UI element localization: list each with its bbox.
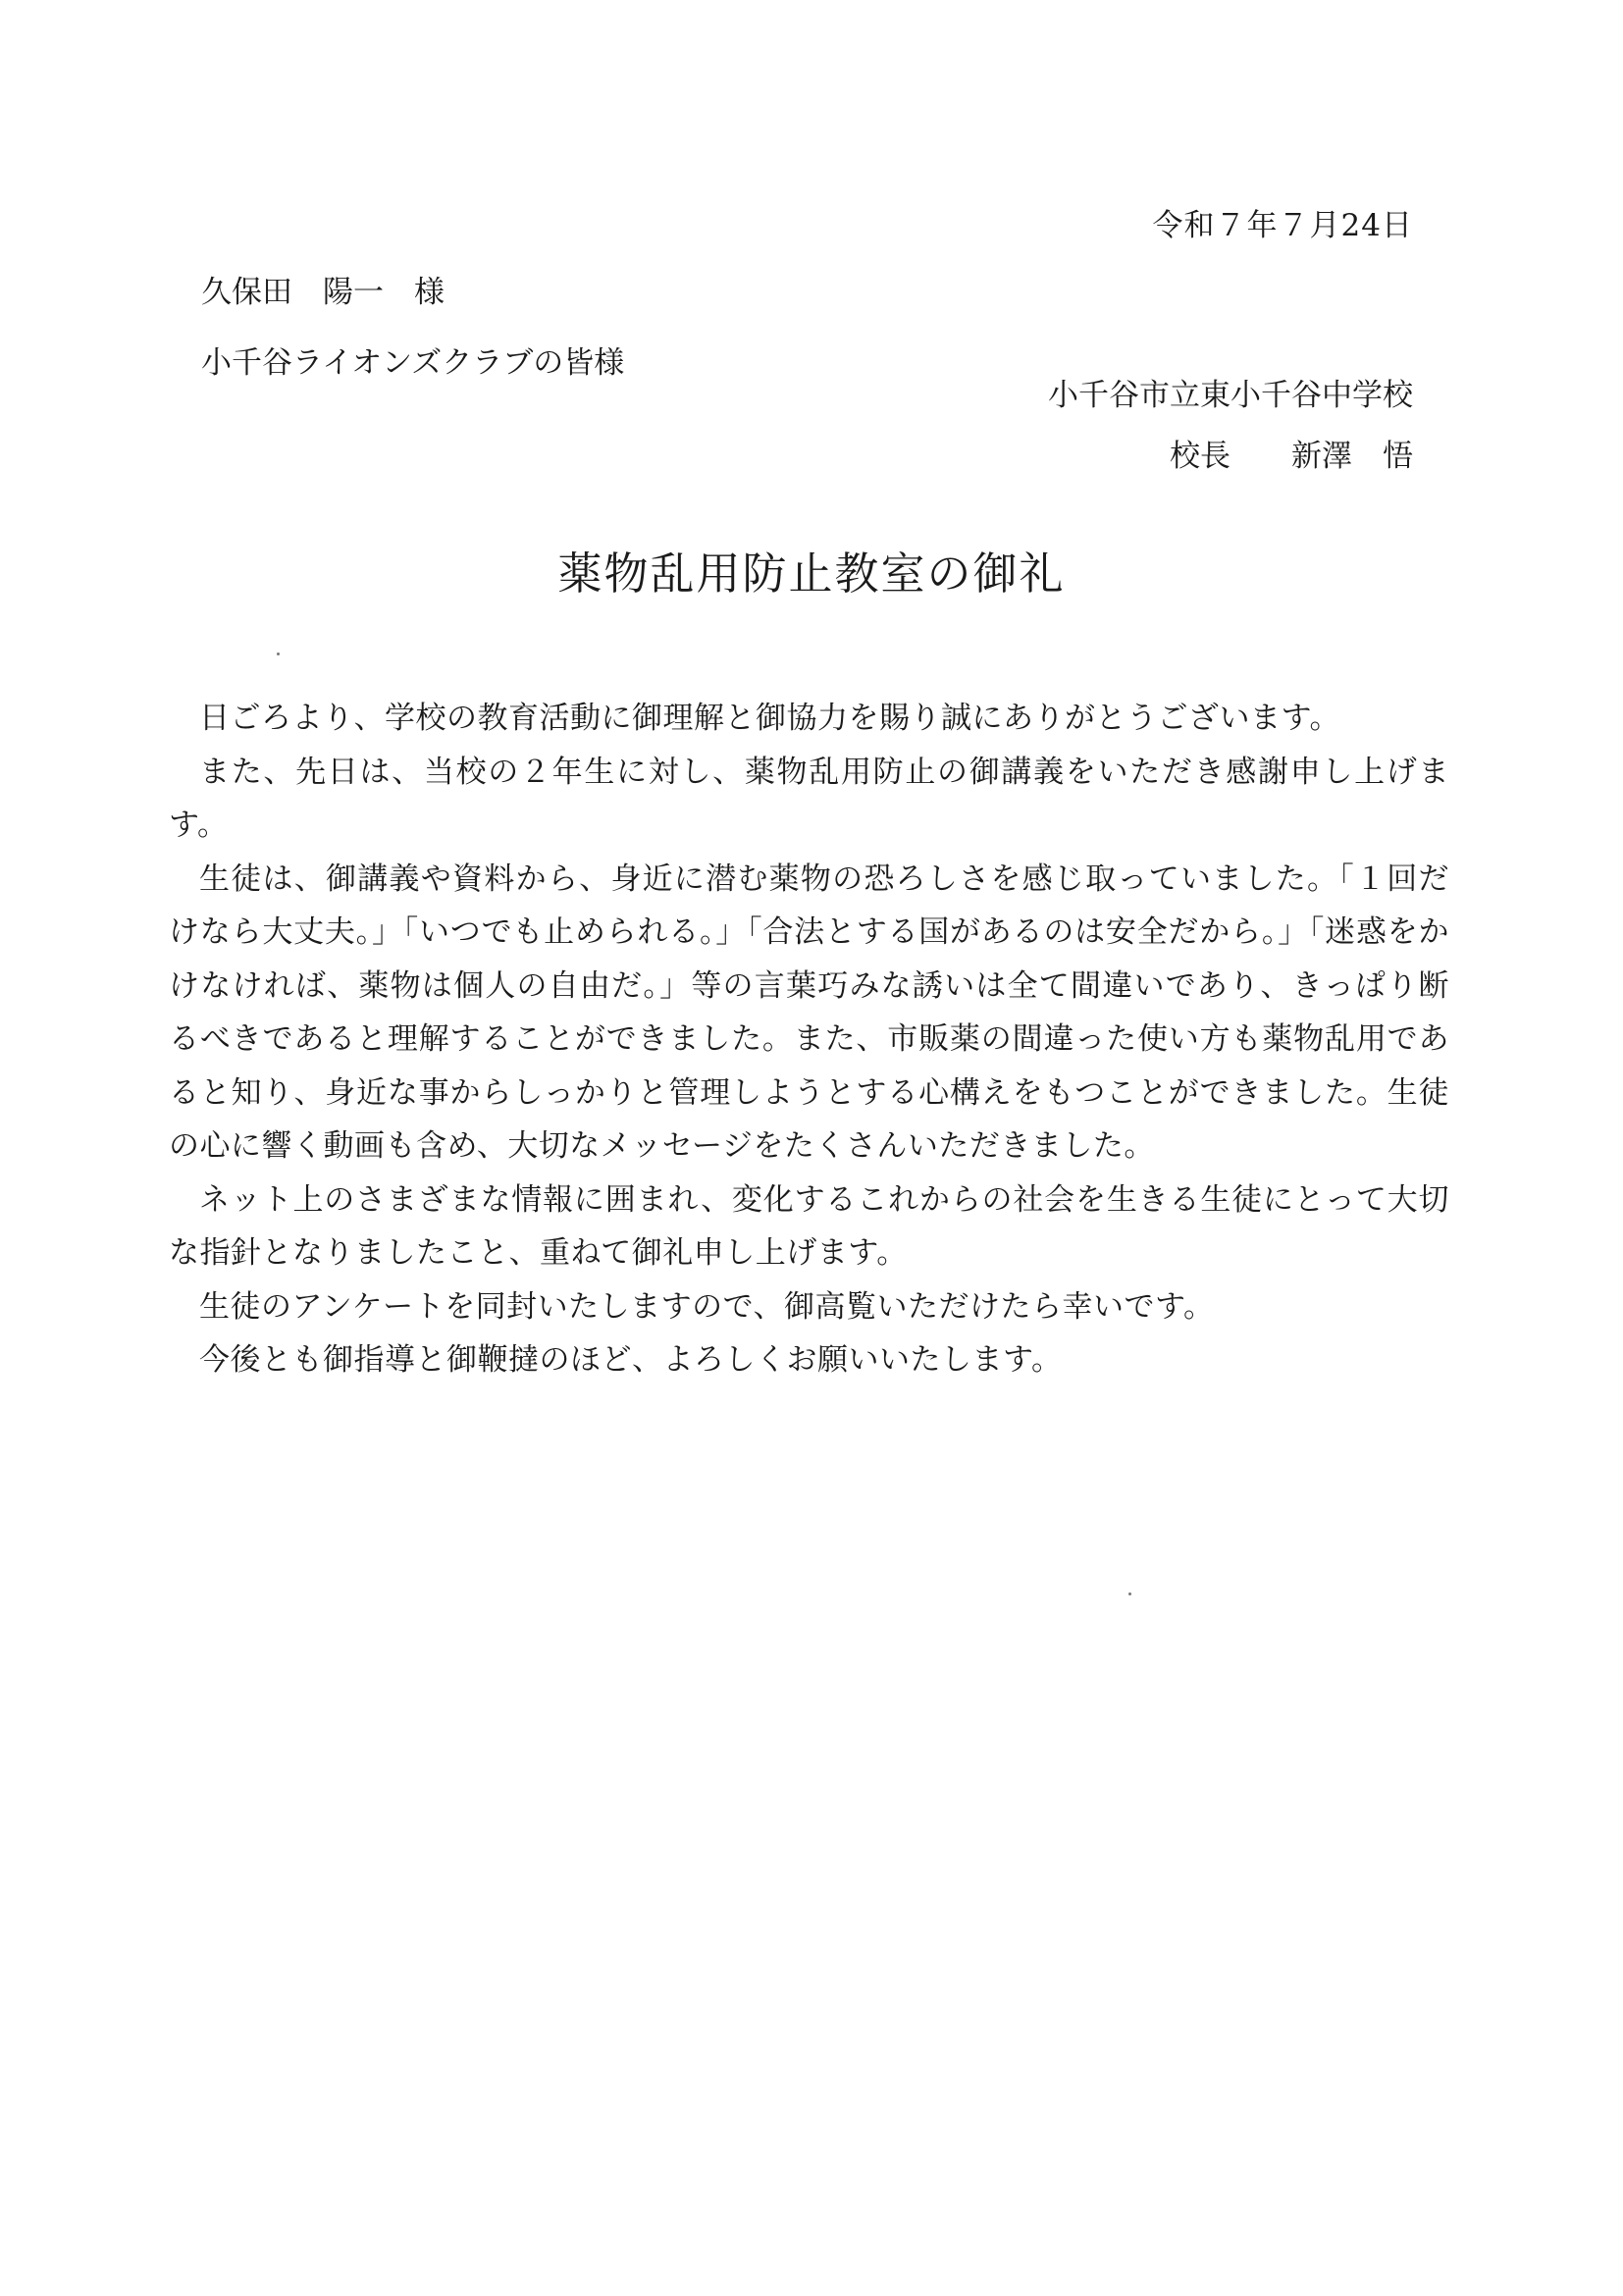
sender-block	[962, 365, 1413, 487]
body-paragraph: 生徒のアンケートを同封いたしますので、御高覧いただけたら幸いです。	[199, 1288, 1215, 1325]
scan-speck	[277, 652, 280, 655]
recipient-organization: 小千谷ライオンズクラブの皆様	[201, 345, 625, 381]
letter-body	[169, 692, 1449, 1387]
letter-title: 薬物乱用防止教室の御礼	[557, 548, 1066, 600]
body-paragraph: 日ごろより、学校の教育活動に御理解と御協力を賜り誠にありがとうございます。	[199, 701, 1341, 736]
body-paragraph: 生徒は、御講義や資料から、身近に潜む薬物の恐ろしさを感じ取っていました。「１回だけなら大丈夫。」「いつでも止められる。」「合法とする国があるのは安全だから。」「迷惑をかけなければ、薬物は個人の自由だ。」等の言葉巧みな誘いは全て間違いであり、きっぱり断るべきであると理解することができました。また、市販薬の間違った使い方も薬物乱用であると知り、身近な事からしっかりと管理しようとする心構えをもつことができました。生徒の心に響く動画も含め、大切なメッセージをたくさんいただきました。	[169, 861, 1449, 1164]
sender-principal: 校長 新澤 悟	[1170, 439, 1413, 474]
body-paragraph: また、先日は、当校の２年生に対し、薬物乱用防止の御講義をいただき感謝申し上げます。	[169, 754, 1449, 843]
scan-speck	[1128, 1592, 1131, 1595]
letter-date: 令和７年７月24日	[1152, 208, 1413, 243]
recipient-name: 久保田 陽一 様	[201, 275, 445, 310]
sender-school: 小千谷市立東小千谷中学校	[1048, 378, 1413, 413]
recipient-block	[201, 257, 624, 398]
body-paragraph: ネット上のさまざまな情報に囲まれ、変化するこれからの社会を生きる生徒にとって大切な指針となりましたこと、重ねて御礼申し上げます。	[169, 1181, 1449, 1271]
body-paragraph: 今後とも御指導と御鞭撻のほど、よろしくお願いいたします。	[199, 1342, 1063, 1378]
